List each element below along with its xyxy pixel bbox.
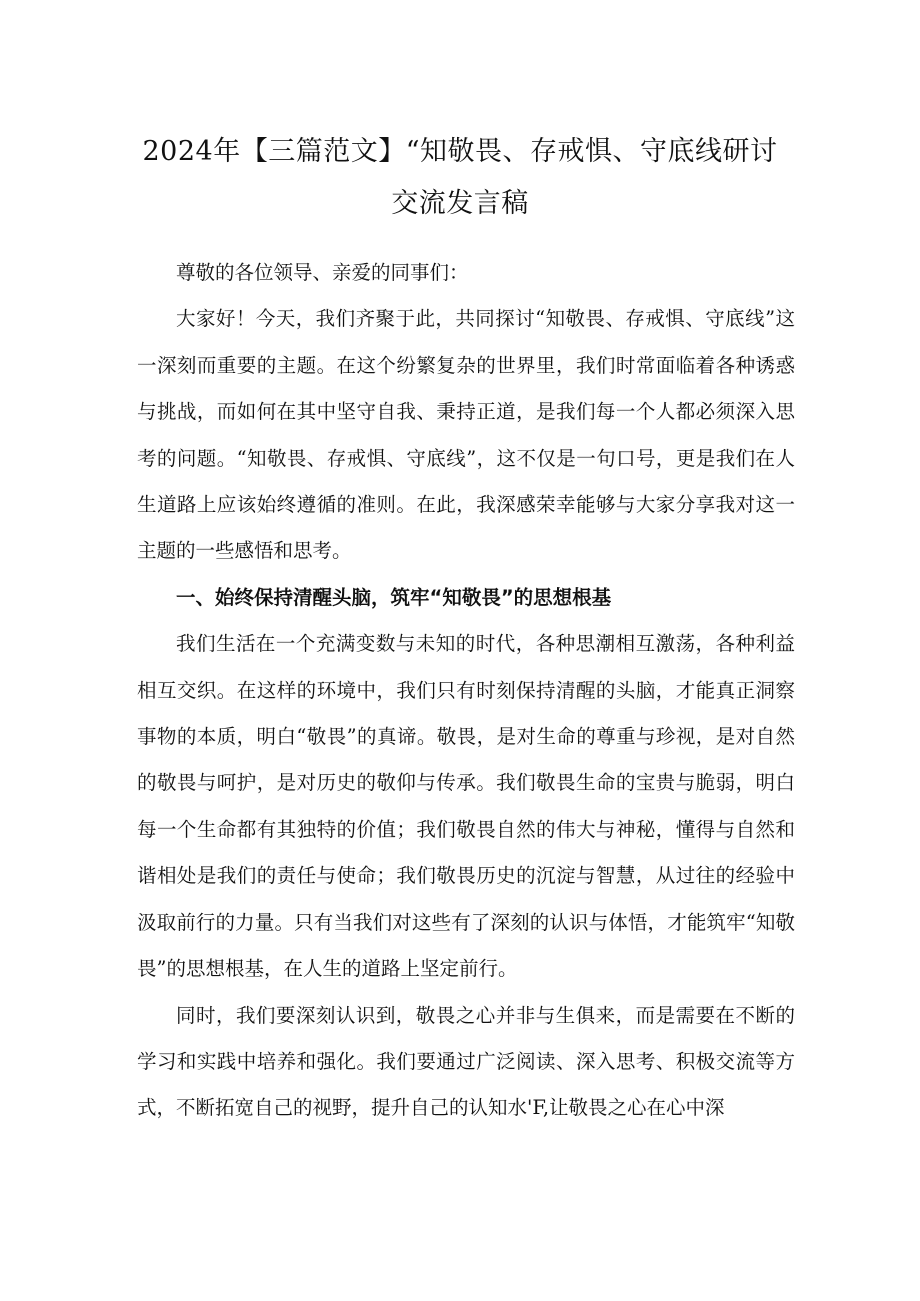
- title-line-2: 交流发言稿: [391, 188, 529, 220]
- title-line-1: 2024年【三篇范文】“知敬畏、存戒惧、守底线研讨: [142, 136, 778, 168]
- section-1-paragraph-1: 我们生活在一个充满变数与未知的时代，各种思潮相互激荡，各种利益相互交织。在这样的环境中，我们只有时刻保持清醒的头脑，才能真正洞察事物的本质，明白“敬畏”的真谛。敬畏，是对生命的尊重与珍视，是对自然的敬畏与呵护，是对历史的敬仰与传承。我们敬畏生命的宝贵与脆弱，明白每一个生命都有其独特的价值；我们敬畏自然的伟大与神秘，懂得与自然和谐相处是我们的责任与使命；我们敬畏历史的沉淀与智慧，从过往的经验中汲取前行的力量。只有当我们对这些有了深刻的认识与体悟，才能筑牢“知敬畏”的思想根基，在人生的道路上坚定前行。: [137, 632, 795, 981]
- intro-paragraph: 大家好！今天，我们齐聚于此，共同探讨“知敬畏、存戒惧、守底线”这一深刻而重要的主题。在这个纷繁复杂的世界里，我们时常面临着各种诱惑与挑战，而如何在其中坚守自我、秉持正道，是我们每一个人都必须深入思考的问题。“知敬畏、存戒惧、守底线”，这不仅是一句口号，更是我们在人生道路上应该始终遵循的准则。在此，我深感荣幸能够与大家分享我对这一主题的一些感悟和思考。: [137, 307, 795, 563]
- section-1-paragraph-2: 同时，我们要深刻认识到，敬畏之心并非与生俱来，而是需要在不断的学习和实践中培养和强化。我们要通过广泛阅读、深入思考、积极交流等方式，不断拓宽自己的视野，提升自己的认知水'F,让敬畏之心在心中深: [137, 1003, 795, 1120]
- salutation: 尊敬的各位领导、亲爱的同事们：: [176, 261, 469, 284]
- section-1-heading: 一、始终保持清醒头脑，筑牢“知敬畏”的思想根基: [176, 585, 612, 609]
- document-title: [100, 126, 820, 230]
- document-body: [137, 250, 795, 1132]
